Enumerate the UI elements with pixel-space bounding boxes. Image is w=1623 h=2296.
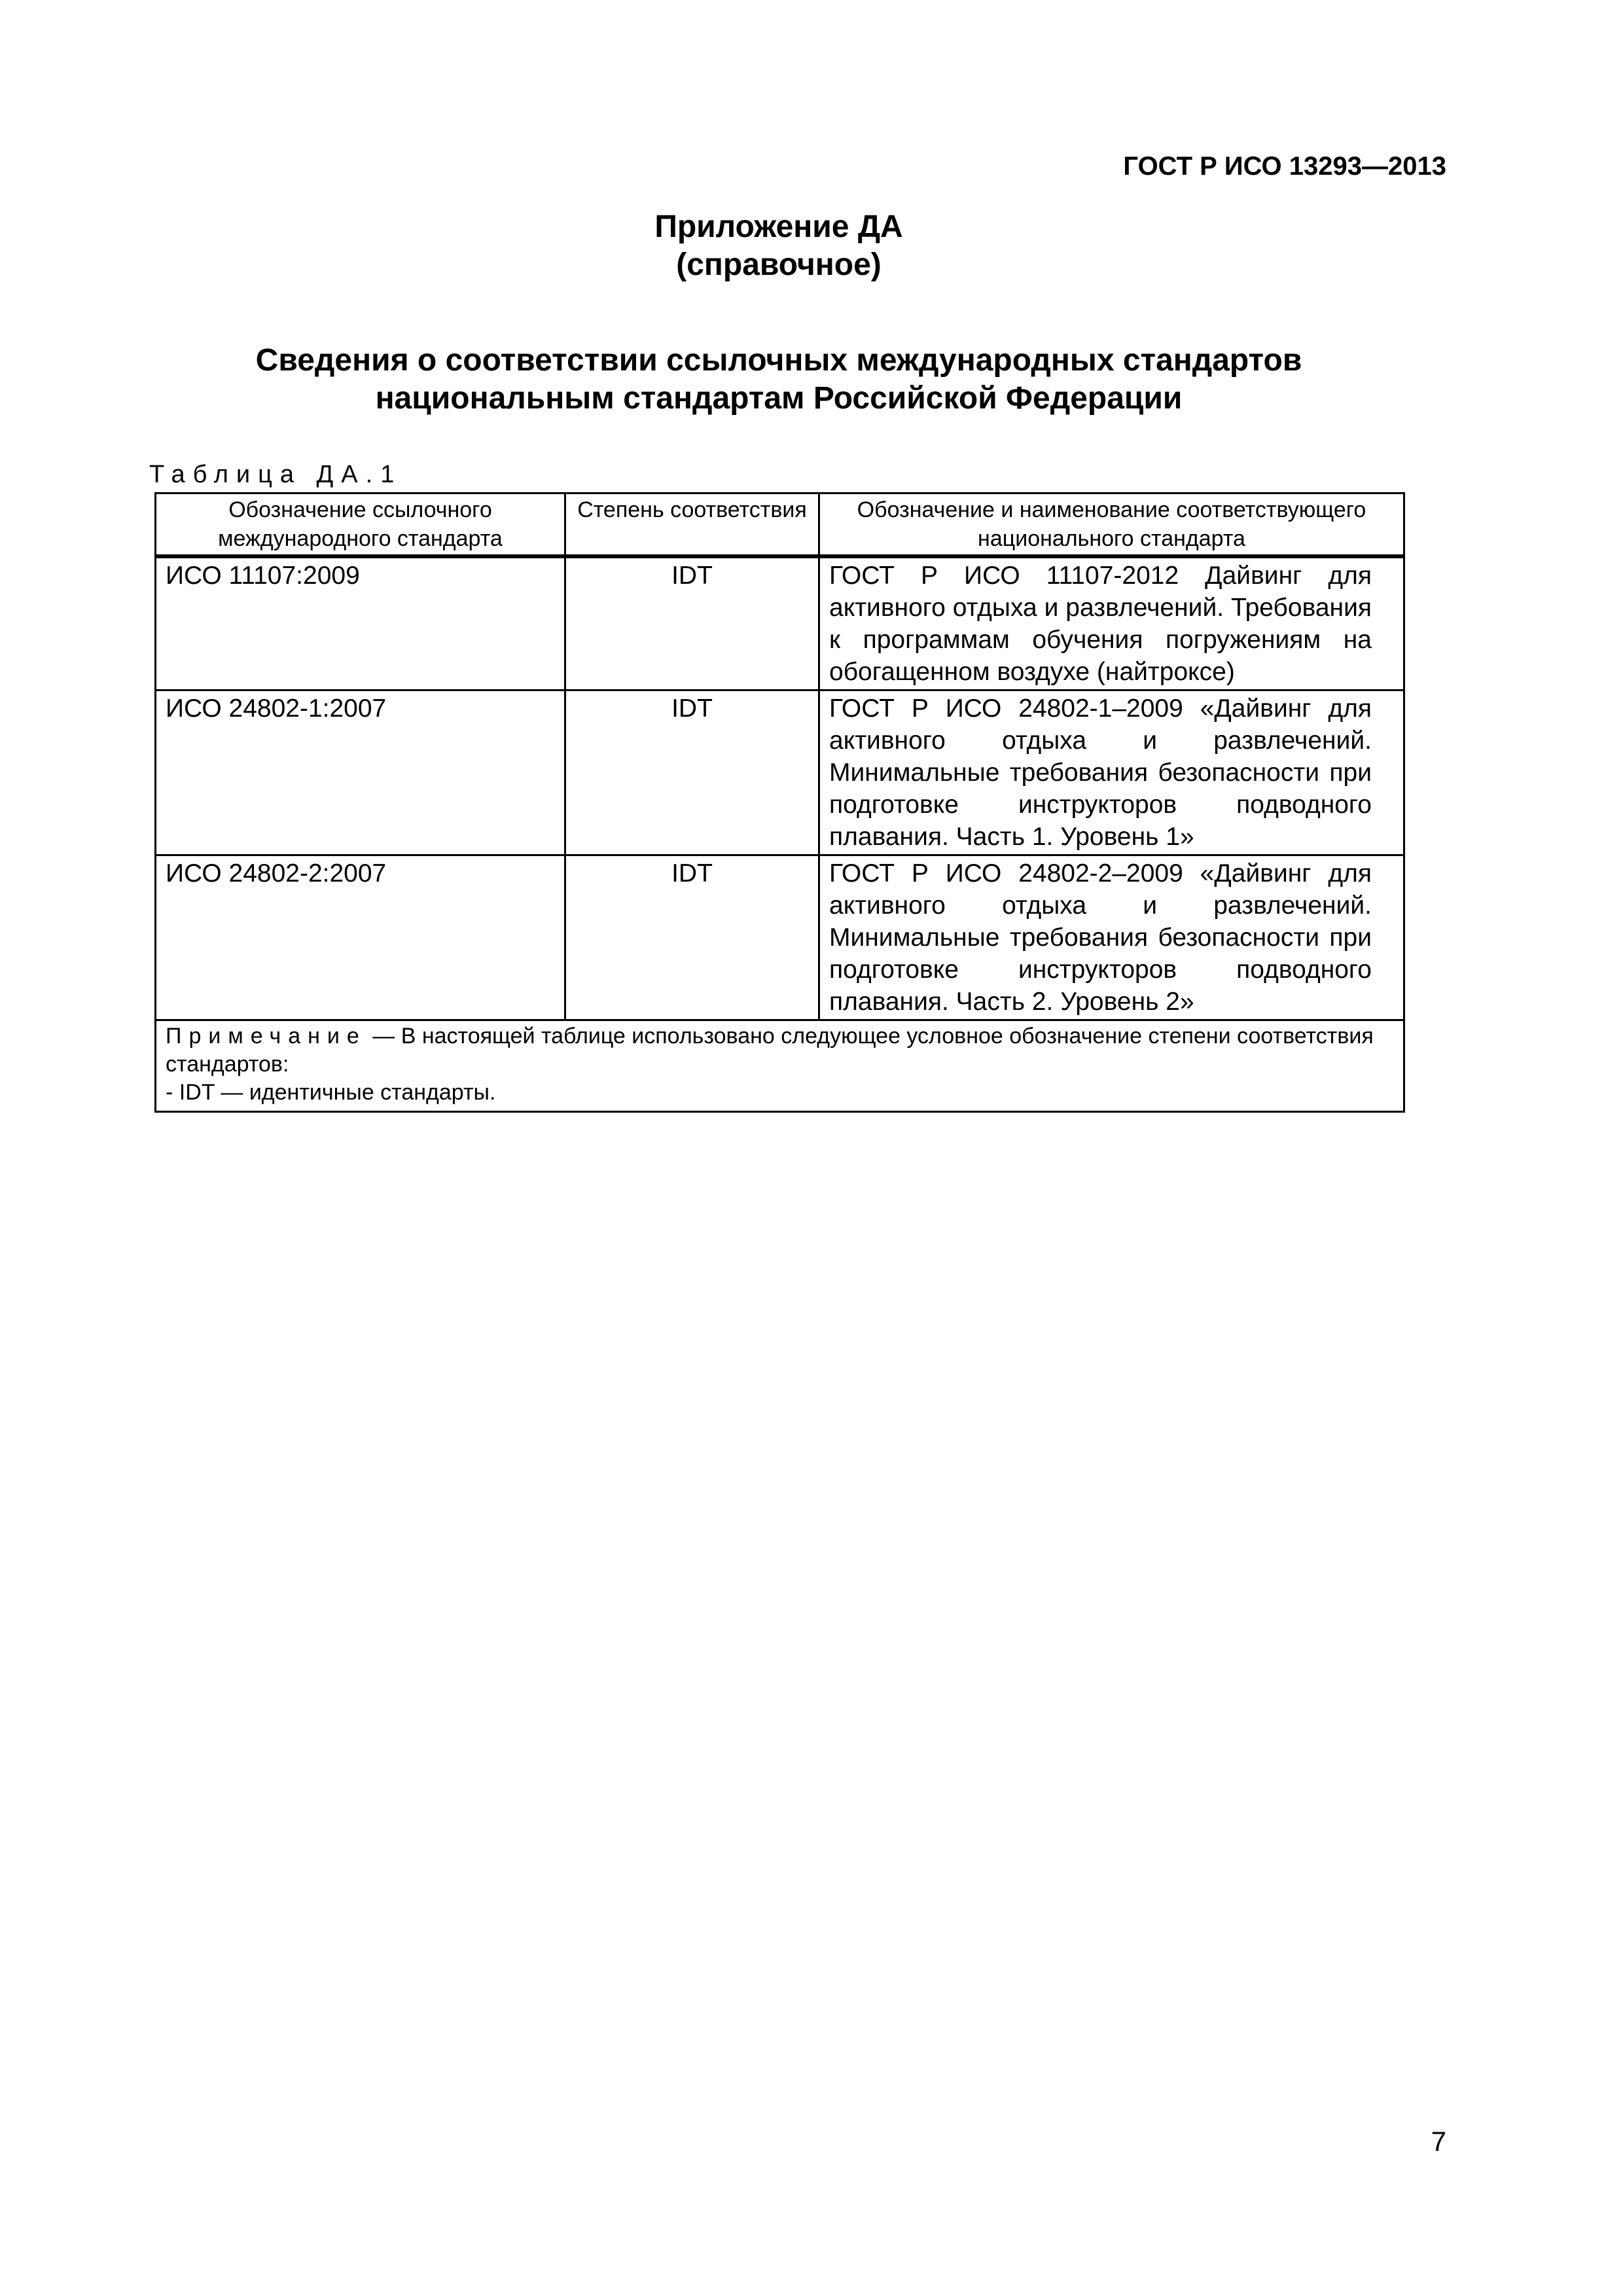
intl-standard-cell: ИСО 11107:2009 xyxy=(156,556,565,691)
national-standard-cell: ГОСТ Р ИСО 24802-2–2009 «Дайвинг для активного отдыха и развлечений. Минимальные требования безопасности при подготовке инструкторов подводного плавания. Часть 2. Уровень 2» xyxy=(819,855,1404,1020)
section-title-line-1: Сведения о соответствии ссылочных международных стандартов xyxy=(255,343,1302,378)
degree-cell: IDT xyxy=(565,855,819,1020)
degree-cell: IDT xyxy=(565,556,819,691)
table-note-row xyxy=(156,1020,1404,1112)
table-header-row xyxy=(156,493,1404,557)
note-text: — В настоящей таблице использовано следующее условное обозначение степени соответствия стандартов: xyxy=(166,1024,1374,1077)
document-code: ГОСТ Р ИСО 13293—2013 xyxy=(1123,152,1446,181)
column-header-intl-standard: Обозначение ссылочного международного стандарта xyxy=(156,493,565,557)
degree-cell: IDT xyxy=(565,691,819,855)
table-row xyxy=(156,691,1404,855)
column-header-national-standard: Обозначение и наименование соответствующего национального стандарта xyxy=(819,493,1404,557)
appendix-subtitle: (справочное) xyxy=(676,247,882,282)
section-title-line-2: национальным стандартам Российской Федерации xyxy=(375,381,1183,416)
table-row xyxy=(156,855,1404,1020)
correspondence-table xyxy=(154,492,1405,1113)
appendix-title: Приложение ДА xyxy=(654,209,903,244)
national-standard-cell: ГОСТ Р ИСО 11107-2012 Дайвинг для активного отдыха и развлечений. Требования к программам обучения погружениям на обогащенном воздухе (найтроксе) xyxy=(819,556,1404,691)
table-note xyxy=(156,1020,1404,1112)
national-standard-cell: ГОСТ Р ИСО 24802-1–2009 «Дайвинг для активного отдыха и развлечений. Минимальные требования безопасности при подготовке инструкторов подводного плавания. Часть 1. Уровень 1» xyxy=(819,691,1404,855)
page-number: 7 xyxy=(1431,2126,1446,2157)
table-caption: Таблица ДА.1 xyxy=(149,461,402,488)
column-header-degree: Степень соответствия xyxy=(565,493,819,557)
appendix-heading xyxy=(0,208,1558,284)
intl-standard-cell: ИСО 24802-2:2007 xyxy=(156,855,565,1020)
note-item: - IDT — идентичные стандарты. xyxy=(166,1080,496,1105)
intl-standard-cell: ИСО 24802-1:2007 xyxy=(156,691,565,855)
table-row xyxy=(156,556,1404,691)
section-heading xyxy=(0,342,1558,418)
note-label: Примечание xyxy=(166,1024,366,1049)
